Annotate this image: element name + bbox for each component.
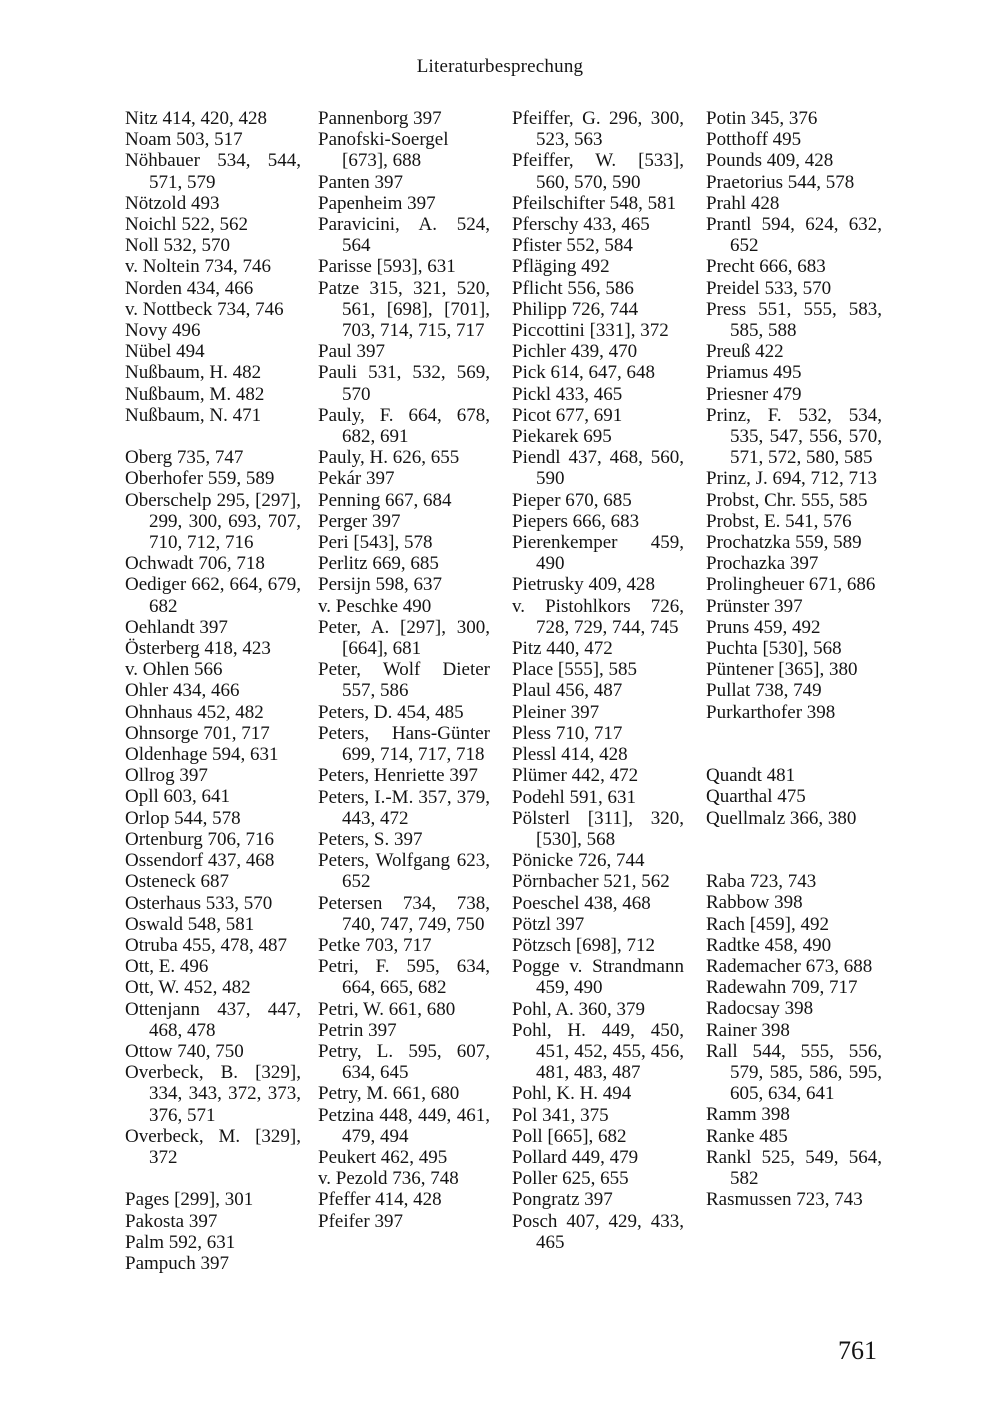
index-entry: Ossendorf 437, 468 <box>125 850 275 872</box>
index-entry: Picot 677, 691 <box>512 404 623 426</box>
index-entry: Plaul 456, 487 <box>512 680 623 702</box>
index-entry: Peters, Henriette 397 <box>318 765 478 787</box>
index-entry: Praetorius 544, 578 <box>706 171 855 193</box>
index-column-2 <box>318 108 490 1232</box>
index-entry: Peri [543], 578 <box>318 532 433 554</box>
index-entry: Plessl 414, 428 <box>512 744 628 766</box>
index-entry: Posch 407, 429, 433, 465 <box>512 1210 684 1253</box>
index-entry: Nötzold 493 <box>125 192 220 214</box>
index-entry: Otruba 455, 478, 487 <box>125 934 288 956</box>
index-entry: Paul 397 <box>318 341 386 363</box>
index-entry: Radtke 458, 490 <box>706 934 832 956</box>
index-entry: Pages [299], 301 <box>125 1189 254 1211</box>
index-column-4 <box>706 108 882 1211</box>
index-entry: Poeschel 438, 468 <box>512 892 651 914</box>
index-entry: Prinz, J. 694, 712, 713 <box>706 468 877 490</box>
index-entry: Opll 603, 641 <box>125 786 231 808</box>
index-entry: Petry, L. 595, 607, 634, 645 <box>318 1040 490 1084</box>
index-entry: Penning 667, 684 <box>318 489 452 511</box>
index-entry: Puchta [530], 568 <box>706 638 842 660</box>
index-entry: Pohl, K. H. 494 <box>512 1083 632 1105</box>
index-entry: Piekarek 695 <box>512 426 612 448</box>
index-entry: Nübel 494 <box>125 341 205 363</box>
index-entry: v. Nottbeck 734, 746 <box>125 298 284 320</box>
index-entry: Pfeiffer, W. [533], 560, 570, 590 <box>512 150 684 193</box>
index-entry: Pol 341, 375 <box>512 1104 609 1126</box>
index-entry: Pauly, H. 626, 655 <box>318 447 460 469</box>
index-entry: Potthoff 495 <box>706 129 802 151</box>
index-entry: Parisse [593], 631 <box>318 256 456 278</box>
index-entry: Petke 703, 717 <box>318 934 432 956</box>
index-entry: Pfister 552, 584 <box>512 235 633 257</box>
section-gap <box>125 426 301 447</box>
index-entry: Pullat 738, 749 <box>706 680 822 702</box>
index-entry: Ochwadt 706, 718 <box>125 553 265 575</box>
index-entry: Preuß 422 <box>706 341 784 363</box>
index-entry: Nußbaum, N. 471 <box>125 404 262 426</box>
index-column-1 <box>125 108 301 1274</box>
index-entry: Oediger 662, 664, 679, 682 <box>125 574 301 617</box>
index-entry: Persijn 598, 637 <box>318 574 443 596</box>
index-entry: Overbeck, B. [329], 334, 343, 372, 373, 376, 571 <box>125 1062 301 1126</box>
index-entry: Preidel 533, 570 <box>706 277 832 299</box>
index-entry: Rasmussen 723, 743 <box>706 1189 863 1211</box>
index-entry: Pieper 670, 685 <box>512 489 632 511</box>
index-entry: Radocsay 398 <box>706 998 814 1020</box>
index-entry: Quarthal 475 <box>706 786 806 808</box>
index-entry: Ramm 398 <box>706 1104 790 1126</box>
index-entry: Ohnhaus 452, 482 <box>125 701 264 723</box>
index-entry: Ohnsorge 701, 717 <box>125 722 270 744</box>
index-entry: Piendl 437, 468, 560, 590 <box>512 447 684 490</box>
index-entry: Probst, E. 541, 576 <box>706 510 852 532</box>
index-entry: Poll [665], 682 <box>512 1125 627 1147</box>
index-entry: Pflicht 556, 586 <box>512 277 634 299</box>
index-entry: Palm 592, 631 <box>125 1231 236 1253</box>
index-entry: Pruns 459, 492 <box>706 616 821 638</box>
index-entry: Potin 345, 376 <box>706 108 818 129</box>
index-entry: Peukert 462, 495 <box>318 1146 448 1168</box>
index-entry: Priesner 479 <box>706 383 802 405</box>
index-entry: Pollard 449, 479 <box>512 1146 639 1168</box>
index-entry: Poller 625, 655 <box>512 1168 629 1190</box>
index-entry: Osterhaus 533, 570 <box>125 892 273 914</box>
index-entry: Pekár 397 <box>318 468 395 490</box>
index-entry: Pichler 439, 470 <box>512 341 638 363</box>
index-entry: Novy 496 <box>125 320 201 342</box>
index-entry: Prantl 594, 624, 632, 652 <box>706 214 882 257</box>
index-entry: Nußbaum, M. 482 <box>125 383 265 405</box>
index-entry: Pauly, F. 664, 678, 682, 691 <box>318 404 490 448</box>
index-entry: Papenheim 397 <box>318 192 436 214</box>
section-gap <box>706 850 882 871</box>
index-entry: Oberschelp 295, [297], 299, 300, 693, 707, 710, 712, 716 <box>125 489 301 554</box>
index-entry: Quandt 481 <box>706 765 796 787</box>
index-entry: Prolingheuer 671, 686 <box>706 574 876 596</box>
section-gap <box>125 1168 301 1189</box>
index-entry: Peters, I.-M. 357, 379, 443, 472 <box>318 786 490 829</box>
index-entry: Pongratz 397 <box>512 1189 613 1211</box>
index-entry: Patze 315, 321, 520, 561, [698], [701], 703, 714, 715, 717 <box>318 277 490 342</box>
index-entry: Norden 434, 466 <box>125 277 254 299</box>
index-entry: v. Pistohlkors 726, 728, 729, 744, 745 <box>512 595 684 638</box>
index-entry: Prünster 397 <box>706 595 803 617</box>
index-column-3 <box>512 108 684 1253</box>
index-entry: Pick 614, 647, 648 <box>512 362 656 384</box>
section-gap <box>706 744 882 765</box>
index-entry: Pönicke 726, 744 <box>512 850 645 872</box>
index-entry: Pitz 440, 472 <box>512 638 613 660</box>
index-entry: Prochazka 397 <box>706 553 819 575</box>
index-entry: Petrin 397 <box>318 1019 397 1041</box>
index-entry: Rankl 525, 549, 564, 582 <box>706 1146 882 1190</box>
index-entry: Prochatzka 559, 589 <box>706 532 862 554</box>
index-entry: Nußbaum, H. 482 <box>125 362 262 384</box>
index-entry: Noichl 522, 562 <box>125 214 248 236</box>
index-entry: Perger 397 <box>318 510 401 532</box>
index-entry: Panofski-Soergel [673], 688 <box>318 129 449 172</box>
index-entry: Pfeifer 397 <box>318 1210 403 1232</box>
index-entry: Ottenjann 437, 447, 468, 478 <box>125 998 301 1041</box>
index-entry: Noam 503, 517 <box>125 129 243 151</box>
index-entry: Pickl 433, 465 <box>512 383 623 405</box>
index-entry: Paravicini, A. 524, 564 <box>318 214 490 257</box>
index-entry: Pogge v. Strandmann 459, 490 <box>512 956 684 999</box>
index-entry: Overbeck, M. [329], 372 <box>125 1125 301 1168</box>
index-entry: Rach [459], 492 <box>706 913 829 935</box>
index-entry: Ohler 434, 466 <box>125 680 240 702</box>
index-entry: v. Ohlen 566 <box>125 659 223 681</box>
index-entry: Petzina 448, 449, 461, 479, 494 <box>318 1104 490 1147</box>
index-entry: Rabbow 398 <box>706 892 803 914</box>
index-entry: Pleiner 397 <box>512 701 600 723</box>
index-entry: Noll 532, 570 <box>125 235 231 257</box>
index-entry: Pfeffer 414, 428 <box>318 1189 442 1211</box>
index-entry: Pounds 409, 428 <box>706 150 834 172</box>
index-entry: Precht 666, 683 <box>706 256 826 278</box>
index-entry: Oberhofer 559, 589 <box>125 468 275 490</box>
index-entry: Prahl 428 <box>706 192 780 214</box>
index-entry: Oswald 548, 581 <box>125 913 255 935</box>
index-entry: Plümer 442, 472 <box>512 765 639 787</box>
index-entry: Raba 723, 743 <box>706 871 817 893</box>
index-entry: Nöhbauer 534, 544, 571, 579 <box>125 150 301 193</box>
index-entry: Priamus 495 <box>706 362 802 384</box>
index-entry: v. Noltein 734, 746 <box>125 256 272 278</box>
index-entry: Peter, A. [297], 300, [664], 681 <box>318 616 490 660</box>
index-entry: Pannenborg 397 <box>318 108 442 129</box>
section-gap <box>706 723 882 744</box>
index-entry: Ortenburg 706, 716 <box>125 828 274 850</box>
index-entry: Rall 544, 555, 556, 579, 585, 586, 595, 605, 634, 641 <box>706 1040 882 1105</box>
index-entry: Press 551, 555, 583, 585, 588 <box>706 298 882 342</box>
index-entry: Pfläging 492 <box>512 256 610 278</box>
index-entry: Rainer 398 <box>706 1019 790 1041</box>
index-entry: Pötzl 397 <box>512 913 585 935</box>
index-entry: Ottow 740, 750 <box>125 1040 244 1062</box>
index-entry: Pferschy 433, 465 <box>512 214 650 236</box>
index-entry: Petry, M. 661, 680 <box>318 1083 460 1105</box>
index-entry: Österberg 418, 423 <box>125 638 271 660</box>
index-entry: Probst, Chr. 555, 585 <box>706 489 868 511</box>
index-entry: Pless 710, 717 <box>512 722 623 744</box>
index-entry: Nitz 414, 420, 428 <box>125 108 267 129</box>
index-entry: Pauli 531, 532, 569, 570 <box>318 362 490 405</box>
index-entry: Ollrog 397 <box>125 765 208 787</box>
index-entry: Pohl, H. 449, 450, 451, 452, 455, 456, 481, 483, 487 <box>512 1019 684 1084</box>
index-entry: Peter, Wolf Dieter 557, 586 <box>318 659 490 702</box>
index-entry: Pampuch 397 <box>125 1252 229 1274</box>
index-entry: Purkarthofer 398 <box>706 701 836 723</box>
index-entry: Pörnbacher 521, 562 <box>512 871 670 893</box>
index-entry: Piccottini [331], 372 <box>512 320 669 342</box>
index-entry: Quellmalz 366, 380 <box>706 807 857 829</box>
index-entry: Prinz, F. 532, 534, 535, 547, 556, 570, 571, 572, 580, 585 <box>706 404 882 469</box>
running-header: Literaturbesprechung <box>416 56 584 77</box>
index-entry: Peters, Wolfgang 623, 652 <box>318 850 490 893</box>
section-gap <box>706 829 882 850</box>
index-entry: Place [555], 585 <box>512 659 638 681</box>
index-entry: Philipp 726, 744 <box>512 298 639 320</box>
index-entry: Pohl, A. 360, 379 <box>512 998 646 1020</box>
index-entry: Peters, S. 397 <box>318 828 423 850</box>
index-entry: Pakosta 397 <box>125 1210 218 1232</box>
index-entry: Pfeilschifter 548, 581 <box>512 192 677 214</box>
index-entry: v. Peschke 490 <box>318 595 432 617</box>
index-entry: Oehlandt 397 <box>125 616 228 638</box>
index-entry: Radewahn 709, 717 <box>706 977 858 999</box>
index-entry: Oberg 735, 747 <box>125 447 244 469</box>
page-number: 761 <box>838 1336 877 1365</box>
index-entry: Petri, F. 595, 634, 664, 665, 682 <box>318 956 490 999</box>
index-entry: v. Pezold 736, 748 <box>318 1168 459 1190</box>
index-entry: Pölsterl [311], 320, [530], 568 <box>512 807 684 850</box>
index-entry: Rademacher 673, 688 <box>706 956 873 978</box>
index-entry: Pierenkemper 459, 490 <box>512 532 684 575</box>
index-entry: Osteneck 687 <box>125 871 229 893</box>
index-entry: Pötzsch [698], 712 <box>512 934 656 956</box>
index-entry: Pfeiffer, G. 296, 300, 523, 563 <box>512 108 684 151</box>
index-entry: Panten 397 <box>318 171 403 193</box>
index-entry: Podehl 591, 631 <box>512 786 637 808</box>
index-entry: Petersen 734, 738, 740, 747, 749, 750 <box>318 892 490 935</box>
index-entry: Peters, D. 454, 485 <box>318 701 464 723</box>
index-entry: Ranke 485 <box>706 1125 788 1147</box>
index-entry: Peters, Hans-Günter 699, 714, 717, 718 <box>318 722 490 766</box>
index-entry: Piepers 666, 683 <box>512 510 640 532</box>
index-entry: Oldenhage 594, 631 <box>125 744 279 766</box>
index-entry: Ott, W. 452, 482 <box>125 977 251 999</box>
index-entry: Petri, W. 661, 680 <box>318 998 456 1020</box>
index-entry: Perlitz 669, 685 <box>318 553 439 575</box>
index-entry: Orlop 544, 578 <box>125 807 241 829</box>
index-entry: Püntener [365], 380 <box>706 659 858 681</box>
index-entry: Pietrusky 409, 428 <box>512 574 656 596</box>
index-entry: Ott, E. 496 <box>125 956 209 978</box>
